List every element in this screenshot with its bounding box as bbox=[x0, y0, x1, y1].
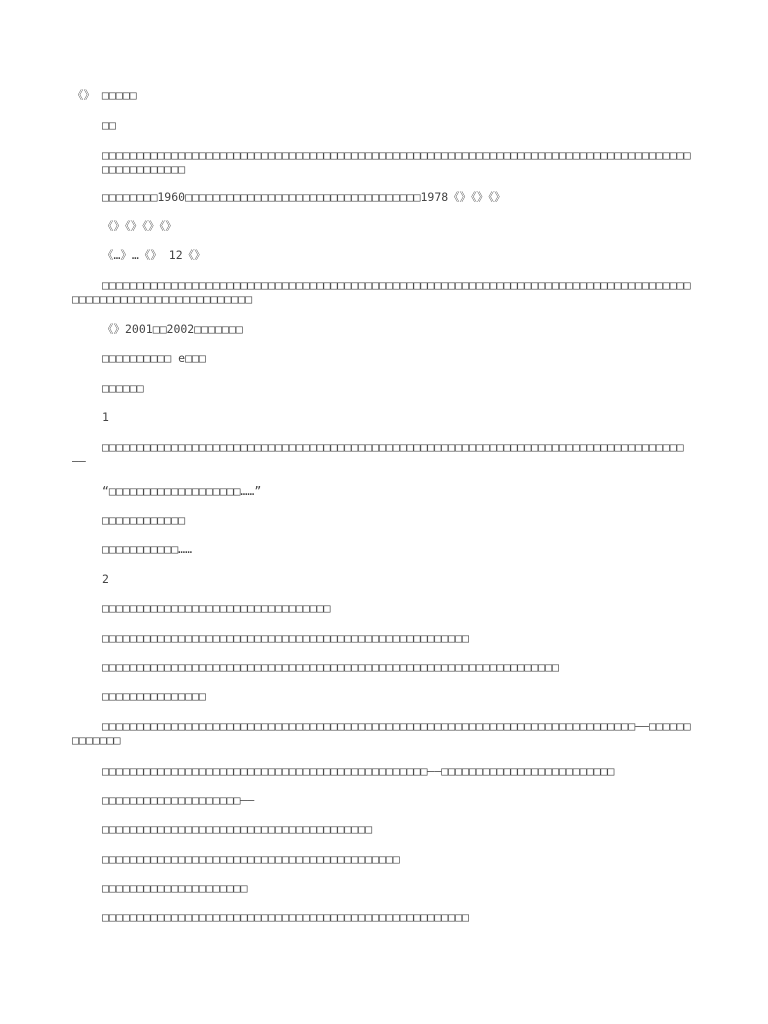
paragraph: □□□□□□□□□□□□□□□□□□□□□□□□□□□□□□□□□□□□□□□□□□□□□□□——□□□□□□□□□□□□□□□□□□□□□□□□□ bbox=[102, 764, 615, 778]
paragraph bbox=[72, 719, 696, 747]
paragraph: □□□□□□□□□□□□□□□□□□□□□□□□□□□□□□□□□ bbox=[102, 601, 331, 615]
paragraph: □□□□□□□□□□□□□□□□□□□□□ bbox=[102, 881, 248, 895]
paragraph: □□□□□□□□□□□□□□□□□□□□□□□□□□□□□□□□□□□□□□□□□□□□□□□□□□□□□ bbox=[102, 910, 469, 924]
paragraph bbox=[72, 148, 696, 176]
paragraph: □□□□□□□□□□□□□□□□□□□□□□□□□□□□□□□□□□□□□□□□□□□ bbox=[102, 852, 400, 866]
paragraph: □□□□□□□□□□□□□□□□□□□□□□□□□□□□□□□□□□□□□□□ bbox=[102, 822, 373, 836]
paragraph: □□□□□□□□□□□□□□□□□□□□□□□□□□□□□□□□□□□□□□□□□□□□□□□□□□□□□□□□□□□□□□□□□□ bbox=[102, 660, 559, 674]
paragraph bbox=[72, 278, 696, 306]
section-number: 1 bbox=[102, 410, 109, 424]
paragraph-text: □□□□□□□□□□□□□□□□□□□□□□□□□□□□□□□□□□□□□□□□□□□□□□□□□□□□□□□□□□□□□□□□□□□□□□□□□□□□□——□□□□□□□□□□□□□ bbox=[72, 719, 691, 747]
paragraph-text: □□□□□□□□□□□□□□□□□□□□□□□□□□□□□□□□□□□□□□□□□□□□□□□□□□□□□□□□□□□□□□□□□□□□□□□□□□□□□□□□□□□□—— bbox=[72, 440, 684, 468]
paragraph-text: □□□□□□□□□□□□□□□□□□□□□□□□□□□□□□□□□□□□□□□□□□□□□□□□□□□□□□□□□□□□□□□□□□□□□□□□□□□□□□□□□□□□□□□□□□□□□□□□□ bbox=[102, 148, 691, 176]
paragraph: 《》《》《》《》 bbox=[102, 219, 177, 233]
document-heading: 《》 □□□□□ bbox=[72, 88, 137, 102]
paragraph: 《》2001□□2002□□□□□□□ bbox=[102, 322, 243, 336]
paragraph: □□□□□□□□□□□…… bbox=[102, 542, 193, 556]
paragraph bbox=[72, 440, 696, 468]
paragraph-text: □□□□□□□□□□□□□□□□□□□□□□□□□□□□□□□□□□□□□□□□□□□□□□□□□□□□□□□□□□□□□□□□□□□□□□□□□□□□□□□□□□□□□□□□□□□□□□□□□□□□□□□□□□□□□□□ bbox=[72, 278, 691, 306]
paragraph: 《…》…《》 12《》 bbox=[102, 248, 206, 262]
paragraph: □□ bbox=[102, 118, 116, 132]
paragraph: □□□□□□□□□□□□ bbox=[102, 513, 186, 527]
paragraph: □□□□□□ bbox=[102, 381, 144, 395]
paragraph: □□□□□□□□□□□□□□□□□□□□□□□□□□□□□□□□□□□□□□□□□□□□□□□□□□□□□ bbox=[102, 631, 469, 645]
section-number: 2 bbox=[102, 572, 109, 586]
quote: “□□□□□□□□□□□□□□□□□□□……” bbox=[102, 484, 262, 498]
paragraph: □□□□□□□□1960□□□□□□□□□□□□□□□□□□□□□□□□□□□□□□□□□□1978《》《》《》 bbox=[102, 190, 506, 204]
paragraph: □□□□□□□□□□□□□□□□□□□□—— bbox=[102, 793, 255, 807]
paragraph: □□□□□□□□□□□□□□□ bbox=[102, 689, 206, 703]
paragraph: □□□□□□□□□□ e□□□ bbox=[102, 351, 206, 365]
